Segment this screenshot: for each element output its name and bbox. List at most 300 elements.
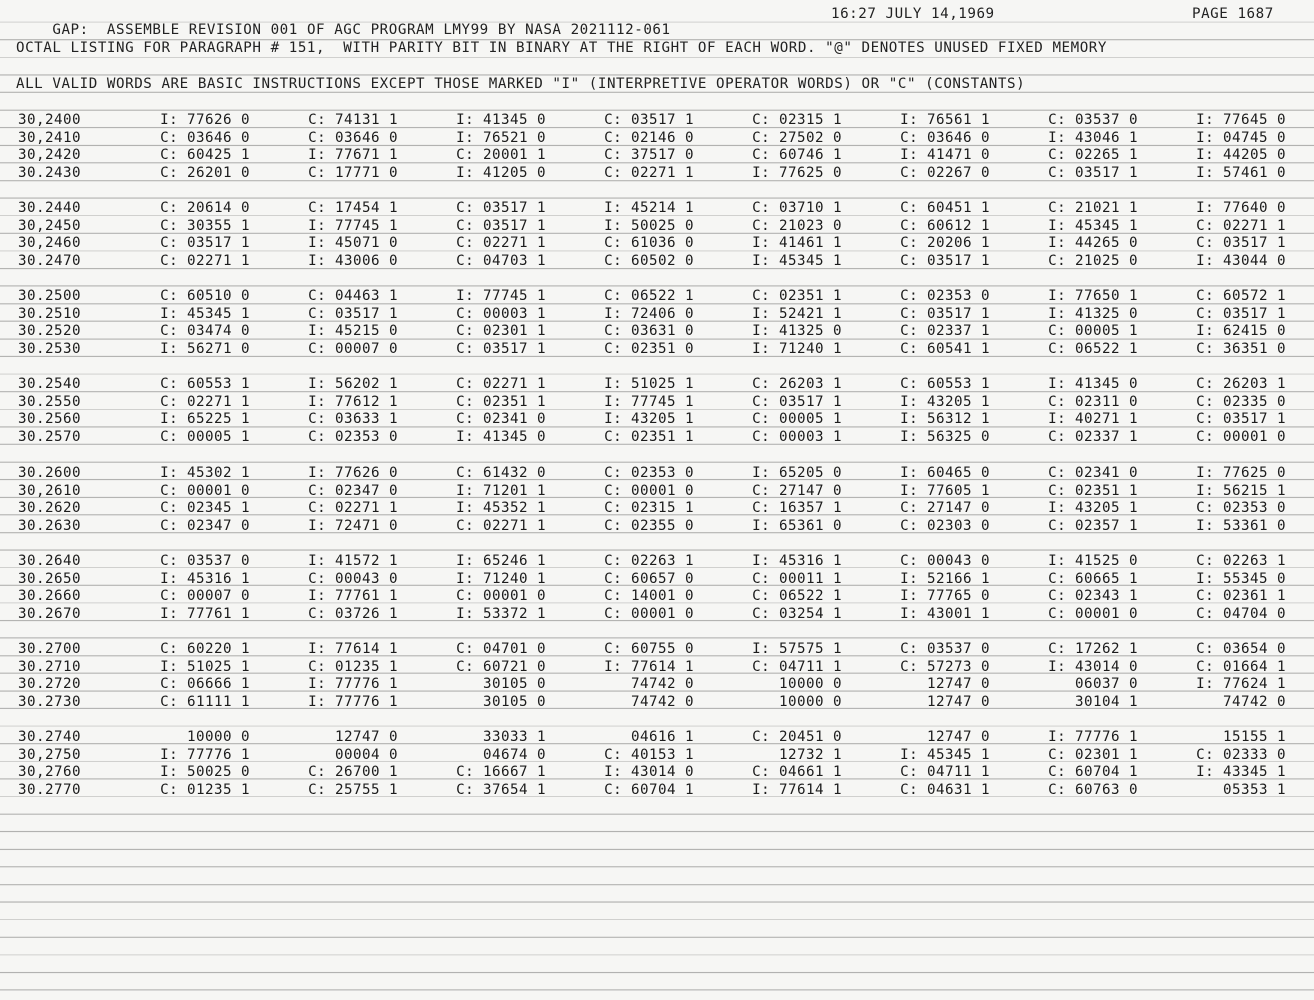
- memory-word: I: 44265 0: [1048, 235, 1138, 252]
- memory-word: C: 02301 1: [1048, 746, 1138, 763]
- memory-word: I: 77624 1: [1196, 676, 1286, 693]
- memory-word: C: 00043 0: [308, 570, 398, 587]
- memory-word: C: 02353 0: [604, 465, 694, 481]
- memory-word: 74742 0: [631, 693, 694, 710]
- table-row: [0, 288, 1314, 306]
- address-label: 30.2550: [18, 393, 81, 410]
- table-row: [0, 659, 1314, 677]
- memory-word: C: 03537 0: [160, 553, 250, 569]
- memory-word: 33033 1: [483, 729, 546, 745]
- memory-word: C: 02341 0: [456, 411, 546, 428]
- table-row: [0, 253, 1314, 271]
- address-label: 30,2410: [18, 129, 81, 146]
- memory-word: C: 02301 1: [456, 323, 546, 340]
- memory-word: C: 02271 1: [456, 517, 546, 534]
- memory-word: C: 60425 1: [160, 147, 250, 164]
- address-label: 30,2400: [18, 112, 81, 128]
- page-number: PAGE 1687: [1192, 6, 1274, 22]
- memory-word: C: 01235 1: [308, 658, 398, 675]
- table-row: [0, 694, 1314, 712]
- memory-word: C: 02353 0: [308, 428, 398, 445]
- table-row: [0, 606, 1314, 624]
- table-row: [0, 483, 1314, 501]
- memory-word: C: 02357 1: [1048, 517, 1138, 534]
- memory-word: C: 60220 1: [160, 641, 250, 657]
- memory-word: I: 77650 1: [1048, 288, 1138, 304]
- memory-word: 74742 0: [1223, 693, 1286, 710]
- memory-word: I: 57461 0: [1196, 164, 1286, 181]
- memory-word: I: 53372 1: [456, 605, 546, 622]
- address-label: 30,2760: [18, 764, 81, 781]
- memory-word: C: 60553 1: [160, 376, 250, 392]
- memory-word: C: 00005 1: [752, 411, 842, 428]
- memory-word: C: 03517 1: [604, 112, 694, 128]
- memory-word: C: 57273 0: [900, 658, 990, 675]
- memory-word: C: 02271 1: [1196, 217, 1286, 234]
- memory-word: I: 43001 1: [900, 605, 990, 622]
- memory-word: C: 02146 0: [604, 129, 694, 146]
- memory-word: C: 06522 1: [752, 588, 842, 605]
- address-label: 30,2750: [18, 746, 81, 763]
- memory-word: C: 02315 1: [604, 500, 694, 517]
- memory-word: C: 02265 1: [1048, 147, 1138, 164]
- memory-word: C: 36351 0: [1196, 340, 1286, 357]
- memory-word: I: 56325 0: [900, 428, 990, 445]
- memory-word: C: 61432 0: [456, 465, 546, 481]
- memory-word: I: 45345 1: [752, 252, 842, 269]
- memory-word: C: 00001 0: [456, 588, 546, 605]
- address-label: 30,2420: [18, 147, 81, 164]
- memory-word: C: 00007 0: [160, 588, 250, 605]
- memory-word: I: 43205 1: [900, 393, 990, 410]
- listing-block: [0, 465, 1314, 535]
- memory-word: C: 37517 0: [604, 147, 694, 164]
- memory-word: C: 03517 1: [1196, 411, 1286, 428]
- address-label: 30.2730: [18, 693, 81, 710]
- memory-word: C: 04631 1: [900, 781, 990, 798]
- memory-word: C: 02345 1: [160, 500, 250, 517]
- memory-word: 12747 0: [927, 693, 990, 710]
- memory-word: I: 77640 0: [1196, 200, 1286, 216]
- memory-word: I: 41525 0: [1048, 553, 1138, 569]
- memory-word: C: 60657 0: [604, 570, 694, 587]
- assembly-timestamp: 16:27 JULY 14,1969: [831, 6, 995, 22]
- memory-word: C: 03517 1: [308, 305, 398, 322]
- memory-word: C: 00043 0: [900, 553, 990, 569]
- memory-word: C: 17454 1: [308, 200, 398, 216]
- memory-word: C: 02271 1: [456, 376, 546, 392]
- memory-word: I: 50025 0: [604, 217, 694, 234]
- memory-word: C: 02271 1: [456, 235, 546, 252]
- memory-word: I: 77761 1: [308, 588, 398, 605]
- memory-word: C: 06522 1: [1048, 340, 1138, 357]
- memory-word: C: 60502 0: [604, 252, 694, 269]
- memory-word: 30105 0: [483, 693, 546, 710]
- memory-word: I: 45214 1: [604, 200, 694, 216]
- memory-word: 12747 0: [927, 676, 990, 693]
- memory-word: I: 77605 1: [900, 482, 990, 499]
- memory-word: I: 65205 0: [752, 465, 842, 481]
- memory-word: C: 04701 0: [456, 641, 546, 657]
- memory-word: I: 45345 1: [900, 746, 990, 763]
- memory-word: I: 77776 1: [308, 693, 398, 710]
- memory-word: C: 40153 1: [604, 746, 694, 763]
- memory-word: I: 56312 1: [900, 411, 990, 428]
- address-label: 30.2660: [18, 588, 81, 605]
- memory-word: C: 03517 1: [456, 340, 546, 357]
- memory-word: C: 03517 1: [1048, 164, 1138, 181]
- address-label: 30.2530: [18, 340, 81, 357]
- memory-word: I: 77776 1: [1048, 729, 1138, 745]
- memory-word: I: 43006 0: [308, 252, 398, 269]
- memory-word: I: 44205 0: [1196, 147, 1286, 164]
- memory-word: I: 45352 1: [456, 500, 546, 517]
- memory-word: C: 03517 1: [456, 200, 546, 216]
- memory-word: I: 77745 1: [604, 393, 694, 410]
- memory-word: I: 65361 0: [752, 517, 842, 534]
- memory-word: I: 43014 0: [1048, 658, 1138, 675]
- table-row: [0, 429, 1314, 447]
- memory-word: C: 60755 0: [604, 641, 694, 657]
- memory-word: C: 02337 1: [900, 323, 990, 340]
- memory-word: C: 00001 0: [1048, 605, 1138, 622]
- address-label: 30.2630: [18, 517, 81, 534]
- address-label: 30.2540: [18, 376, 81, 392]
- memory-word: C: 02341 0: [1048, 465, 1138, 481]
- memory-word: C: 03517 1: [160, 235, 250, 252]
- memory-word: C: 00001 0: [160, 482, 250, 499]
- memory-word: C: 02343 1: [1048, 588, 1138, 605]
- address-label: 30,2460: [18, 235, 81, 252]
- table-row: [0, 571, 1314, 589]
- table-row: [0, 376, 1314, 394]
- memory-word: 00004 0: [335, 746, 398, 763]
- listing-block: [0, 112, 1314, 182]
- memory-word: C: 60746 1: [752, 147, 842, 164]
- memory-word: C: 04703 1: [456, 252, 546, 269]
- memory-word: I: 77614 1: [308, 641, 398, 657]
- address-label: 30.2520: [18, 323, 81, 340]
- listing-description-line: OCTAL LISTING FOR PARAGRAPH # 151, WITH PARITY BIT IN BINARY AT THE RIGHT OF EACH WORD. "@" DENOTES UNUSED FIXED MEMORY: [16, 40, 1107, 56]
- memory-word: I: 56215 1: [1196, 482, 1286, 499]
- memory-word: C: 26700 1: [308, 764, 398, 781]
- address-label: 30.2470: [18, 252, 81, 269]
- table-row: [0, 235, 1314, 253]
- memory-word: I: 77645 0: [1196, 112, 1286, 128]
- memory-word: 05353 1: [1223, 781, 1286, 798]
- memory-word: C: 61111 1: [160, 693, 250, 710]
- memory-word: C: 00003 1: [752, 428, 842, 445]
- memory-word: I: 77625 0: [1196, 465, 1286, 481]
- memory-word: C: 02335 0: [1196, 393, 1286, 410]
- memory-word: C: 03517 1: [900, 252, 990, 269]
- memory-word: I: 57575 1: [752, 641, 842, 657]
- memory-word: 10000 0: [187, 729, 250, 745]
- memory-word: C: 60612 1: [900, 217, 990, 234]
- listing-legend-line: ALL VALID WORDS ARE BASIC INSTRUCTIONS EXCEPT THOSE MARKED "I" (INTERPRETIVE OPERATOR WORDS) OR "C" (CONSTANTS): [16, 76, 1026, 92]
- memory-word: C: 04711 1: [900, 764, 990, 781]
- memory-word: C: 20206 1: [900, 235, 990, 252]
- memory-word: 30105 0: [483, 676, 546, 693]
- memory-word: C: 02351 1: [1048, 482, 1138, 499]
- memory-word: C: 00003 1: [456, 305, 546, 322]
- memory-word: C: 01664 1: [1196, 658, 1286, 675]
- memory-word: C: 02347 0: [160, 517, 250, 534]
- memory-word: C: 02271 1: [160, 252, 250, 269]
- memory-word: C: 16357 1: [752, 500, 842, 517]
- memory-word: C: 03646 0: [900, 129, 990, 146]
- memory-word: C: 26201 0: [160, 164, 250, 181]
- memory-word: C: 60510 0: [160, 288, 250, 304]
- memory-word: C: 20001 1: [456, 147, 546, 164]
- memory-word: C: 02333 0: [1196, 746, 1286, 763]
- memory-word: C: 60553 1: [900, 376, 990, 392]
- memory-word: I: 45316 1: [752, 553, 842, 569]
- memory-word: I: 43014 0: [604, 764, 694, 781]
- memory-word: I: 62415 0: [1196, 323, 1286, 340]
- table-row: [0, 411, 1314, 429]
- memory-word: I: 45302 1: [160, 465, 250, 481]
- table-row: [0, 218, 1314, 236]
- memory-word: C: 37654 1: [456, 781, 546, 798]
- memory-word: I: 41345 0: [456, 112, 546, 128]
- memory-word: C: 03631 0: [604, 323, 694, 340]
- memory-word: C: 61036 0: [604, 235, 694, 252]
- memory-word: C: 03517 1: [1196, 235, 1286, 252]
- address-label: 30.2620: [18, 500, 81, 517]
- memory-word: C: 02337 1: [1048, 428, 1138, 445]
- memory-word: C: 02347 0: [308, 482, 398, 499]
- memory-word: I: 56271 0: [160, 340, 250, 357]
- memory-word: 12747 0: [335, 729, 398, 745]
- table-row: [0, 518, 1314, 536]
- memory-word: C: 02361 1: [1196, 588, 1286, 605]
- memory-word: C: 01235 1: [160, 781, 250, 798]
- memory-word: I: 41345 0: [456, 428, 546, 445]
- memory-word: C: 02267 0: [900, 164, 990, 181]
- memory-word: C: 00005 1: [160, 428, 250, 445]
- memory-word: C: 02311 0: [1048, 393, 1138, 410]
- memory-word: C: 02353 0: [1196, 500, 1286, 517]
- memory-word: C: 02303 0: [900, 517, 990, 534]
- memory-word: C: 03537 0: [1048, 112, 1138, 128]
- memory-word: C: 74131 1: [308, 112, 398, 128]
- memory-word: C: 27147 0: [900, 500, 990, 517]
- memory-word: C: 60763 0: [1048, 781, 1138, 798]
- memory-word: C: 02271 1: [604, 164, 694, 181]
- memory-word: I: 51025 1: [604, 376, 694, 392]
- memory-word: I: 43046 1: [1048, 129, 1138, 146]
- table-row: [0, 676, 1314, 694]
- table-row: [0, 165, 1314, 183]
- memory-word: I: 77671 1: [308, 147, 398, 164]
- memory-word: C: 03474 0: [160, 323, 250, 340]
- memory-word: C: 60704 1: [604, 781, 694, 798]
- address-label: 30.2560: [18, 411, 81, 428]
- address-label: 30.2510: [18, 305, 81, 322]
- memory-word: C: 02351 1: [604, 428, 694, 445]
- memory-word: C: 17771 0: [308, 164, 398, 181]
- memory-word: C: 03710 1: [752, 200, 842, 216]
- address-label: 30.2770: [18, 781, 81, 798]
- listing-block: [0, 376, 1314, 446]
- memory-word: C: 00005 1: [1048, 323, 1138, 340]
- memory-word: I: 77614 1: [604, 658, 694, 675]
- memory-word: C: 03654 0: [1196, 641, 1286, 657]
- memory-word: C: 03537 0: [900, 641, 990, 657]
- memory-word: I: 65246 1: [456, 553, 546, 569]
- memory-word: I: 77626 0: [308, 465, 398, 481]
- memory-word: I: 77745 1: [308, 217, 398, 234]
- memory-word: C: 03517 1: [752, 393, 842, 410]
- memory-word: I: 77765 0: [900, 588, 990, 605]
- memory-word: C: 03517 1: [1196, 305, 1286, 322]
- memory-word: I: 52421 1: [752, 305, 842, 322]
- memory-word: C: 03517 1: [900, 305, 990, 322]
- table-row: [0, 147, 1314, 165]
- listing-block: [0, 553, 1314, 623]
- memory-word: I: 77745 1: [456, 288, 546, 304]
- memory-word: C: 60451 1: [900, 200, 990, 216]
- memory-word: I: 55345 0: [1196, 570, 1286, 587]
- memory-word: I: 72406 0: [604, 305, 694, 322]
- memory-word: I: 77625 0: [752, 164, 842, 181]
- memory-word: 10000 0: [779, 676, 842, 693]
- memory-word: C: 04711 1: [752, 658, 842, 675]
- address-label: 30.2600: [18, 465, 81, 481]
- memory-word: I: 41572 1: [308, 553, 398, 569]
- memory-word: C: 02355 0: [604, 517, 694, 534]
- memory-word: C: 03646 0: [308, 129, 398, 146]
- memory-word: 74742 0: [631, 676, 694, 693]
- address-label: 30.2430: [18, 164, 81, 181]
- memory-word: I: 52166 1: [900, 570, 990, 587]
- assembly-title: GAP: ASSEMBLE REVISION 001 OF AGC PROGRAM LMY99 BY NASA 2021112-061: [52, 22, 671, 38]
- table-row: [0, 200, 1314, 218]
- memory-word: C: 04463 1: [308, 288, 398, 304]
- memory-word: C: 03517 1: [456, 217, 546, 234]
- address-label: 30.2700: [18, 641, 81, 657]
- memory-word: 04674 0: [483, 746, 546, 763]
- memory-word: C: 27502 0: [752, 129, 842, 146]
- memory-word: 15155 1: [1223, 729, 1286, 745]
- memory-word: C: 27147 0: [752, 482, 842, 499]
- memory-word: I: 41471 0: [900, 147, 990, 164]
- table-row: [0, 553, 1314, 571]
- memory-word: I: 76561 1: [900, 112, 990, 128]
- memory-word: C: 00001 0: [604, 482, 694, 499]
- memory-word: C: 00007 0: [308, 340, 398, 357]
- table-row: [0, 782, 1314, 800]
- memory-word: I: 77612 1: [308, 393, 398, 410]
- memory-word: C: 21023 0: [752, 217, 842, 234]
- address-label: 30.2650: [18, 570, 81, 587]
- memory-word: I: 56202 1: [308, 376, 398, 392]
- address-label: 30.2740: [18, 729, 81, 745]
- address-label: 30.2720: [18, 676, 81, 693]
- listing-block: [0, 200, 1314, 270]
- memory-word: C: 03633 1: [308, 411, 398, 428]
- memory-word: I: 51025 1: [160, 658, 250, 675]
- table-row: [0, 588, 1314, 606]
- memory-word: C: 02351 1: [752, 288, 842, 304]
- memory-word: C: 02271 1: [308, 500, 398, 517]
- memory-word: I: 77761 1: [160, 605, 250, 622]
- memory-word: 12747 0: [927, 729, 990, 745]
- memory-word: C: 20614 0: [160, 200, 250, 216]
- address-label: 30.2570: [18, 428, 81, 445]
- table-row: [0, 747, 1314, 765]
- table-row: [0, 764, 1314, 782]
- memory-word: C: 03646 0: [160, 129, 250, 146]
- memory-word: C: 06666 1: [160, 676, 250, 693]
- table-row: [0, 465, 1314, 483]
- memory-word: I: 45316 1: [160, 570, 250, 587]
- memory-word: I: 77776 1: [160, 746, 250, 763]
- memory-word: I: 41325 0: [752, 323, 842, 340]
- memory-word: C: 20451 0: [752, 729, 842, 745]
- memory-word: C: 00001 0: [1196, 428, 1286, 445]
- memory-word: C: 03726 1: [308, 605, 398, 622]
- table-row: [0, 394, 1314, 412]
- table-row: [0, 641, 1314, 659]
- memory-word: I: 77626 0: [160, 112, 250, 128]
- memory-word: I: 45345 1: [160, 305, 250, 322]
- memory-word: 10000 0: [779, 693, 842, 710]
- memory-word: I: 41325 0: [1048, 305, 1138, 322]
- memory-word: I: 60465 0: [900, 465, 990, 481]
- memory-word: I: 45215 0: [308, 323, 398, 340]
- memory-word: I: 71240 1: [456, 570, 546, 587]
- memory-word: I: 76521 0: [456, 129, 546, 146]
- memory-word: C: 04704 0: [1196, 605, 1286, 622]
- memory-word: C: 06522 1: [604, 288, 694, 304]
- memory-word: C: 00001 0: [604, 605, 694, 622]
- memory-word: I: 04745 0: [1196, 129, 1286, 146]
- memory-word: I: 71240 1: [752, 340, 842, 357]
- address-label: 30.2500: [18, 288, 81, 304]
- memory-word: C: 21025 0: [1048, 252, 1138, 269]
- table-row: [0, 323, 1314, 341]
- memory-word: C: 60572 1: [1196, 288, 1286, 304]
- table-row: [0, 341, 1314, 359]
- memory-word: C: 60665 1: [1048, 570, 1138, 587]
- memory-word: I: 53361 0: [1196, 517, 1286, 534]
- address-label: 30,2450: [18, 217, 81, 234]
- memory-word: I: 77614 1: [752, 781, 842, 798]
- listing-block: [0, 729, 1314, 799]
- memory-word: C: 60704 1: [1048, 764, 1138, 781]
- memory-word: C: 02351 0: [604, 340, 694, 357]
- memory-word: I: 43345 1: [1196, 764, 1286, 781]
- memory-word: I: 43044 0: [1196, 252, 1286, 269]
- memory-word: C: 21021 1: [1048, 200, 1138, 216]
- memory-word: C: 14001 0: [604, 588, 694, 605]
- memory-word: C: 16667 1: [456, 764, 546, 781]
- memory-word: I: 43205 1: [604, 411, 694, 428]
- table-row: [0, 500, 1314, 518]
- address-label: 30,2610: [18, 482, 81, 499]
- memory-word: 30104 1: [1075, 693, 1138, 710]
- memory-word: I: 77776 1: [308, 676, 398, 693]
- memory-word: C: 26203 1: [1196, 376, 1286, 392]
- table-row: [0, 130, 1314, 148]
- memory-word: I: 41461 1: [752, 235, 842, 252]
- memory-word: C: 00011 1: [752, 570, 842, 587]
- memory-word: C: 02353 0: [900, 288, 990, 304]
- address-label: 30.2640: [18, 553, 81, 569]
- address-label: 30.2670: [18, 605, 81, 622]
